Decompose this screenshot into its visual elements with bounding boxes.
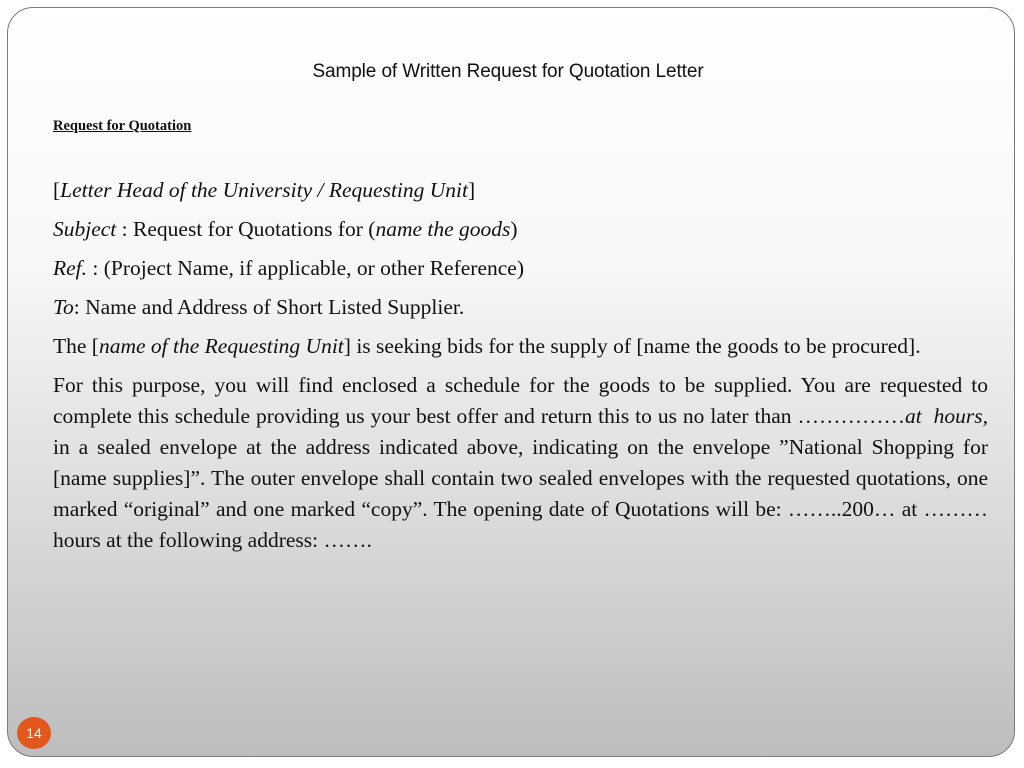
slide-title: Sample of Written Request for Quotation Letter (312, 61, 704, 82)
subject-label: Subject (53, 217, 117, 241)
ref-label: Ref. (53, 256, 88, 280)
letterhead-line (53, 175, 988, 206)
subject-line (53, 214, 988, 245)
letterhead-text: Letter Head of the University / Requesting Unit (60, 178, 468, 202)
subject-close: ) (510, 217, 518, 241)
letterhead-close: ] (468, 178, 476, 202)
purpose-part1: For this purpose, you will find enclosed a schedule for the goods to be supplied. You are requested to complete this schedule providing us your best offer and return this to us no later than …………… (53, 373, 988, 428)
intro-paragraph (53, 331, 988, 362)
purpose-paragraph (53, 370, 988, 556)
intro-pre: The [ (53, 334, 99, 358)
to-text: : Name and Address of Short Listed Supplier. (73, 295, 465, 319)
purpose-gap (922, 404, 934, 428)
to-line (53, 292, 988, 323)
ref-line (53, 253, 988, 284)
purpose-hours: hours, (933, 404, 988, 428)
subject-goods: name the goods (375, 217, 511, 241)
letterhead-open: [ (53, 178, 61, 202)
intro-unit: name of the Requesting Unit (98, 334, 344, 358)
purpose-part2: in a sealed envelope at the address indicated above, indicating on the envelope ”National Shopping for [name supplies]”. The outer envelope shall contain two sealed envelopes with the requested quotations, one marked “original” and one marked “copy”. The opening date of Quotations will be: ……..200… at ………hours at the following address: ……. (53, 435, 988, 552)
subject-text: : Request for Quotations for ( (116, 217, 376, 241)
section-subheading: Request for Quotation (53, 118, 192, 134)
purpose-at: at (904, 404, 922, 428)
letter-body (53, 175, 988, 564)
to-label: To (53, 295, 74, 319)
intro-post: ] is seeking bids for the supply of [name the goods to be procured]. (343, 334, 921, 358)
page-number-badge: 14 (17, 717, 51, 749)
ref-text: : (Project Name, if applicable, or other Reference) (87, 256, 524, 280)
